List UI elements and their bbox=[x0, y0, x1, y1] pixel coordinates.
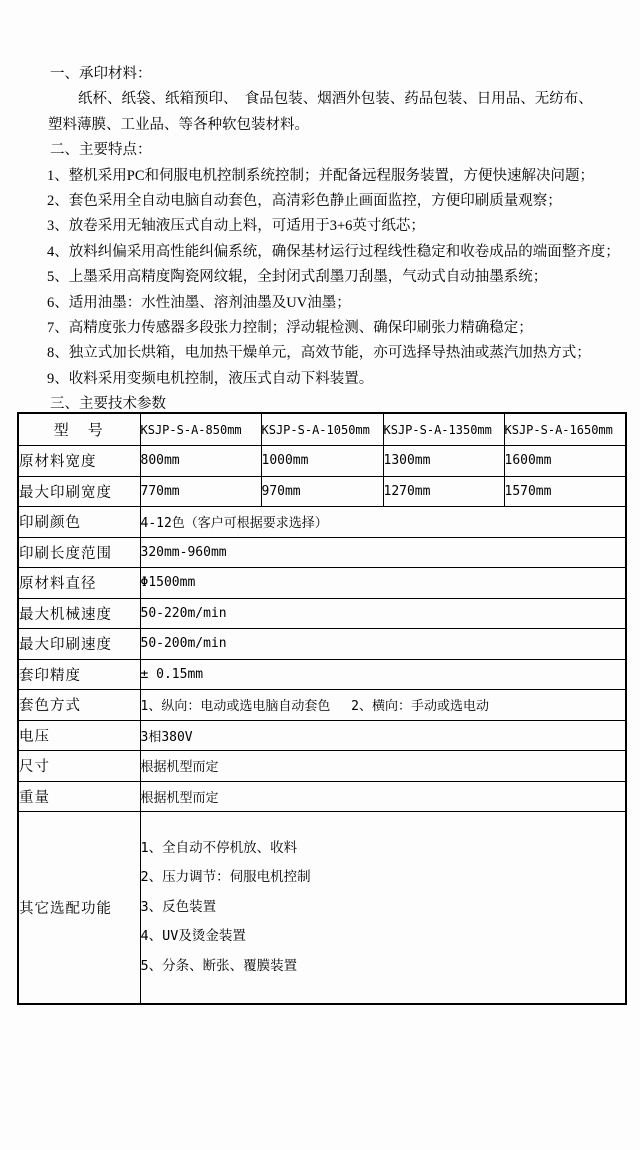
table-row bbox=[18, 446, 626, 477]
model-name-cell: KSJP-S-A-850mm bbox=[140, 413, 261, 446]
table-row-options bbox=[18, 812, 626, 1005]
table-row bbox=[18, 781, 626, 812]
spec-table bbox=[17, 412, 627, 1005]
document-text bbox=[0, 62, 640, 417]
feature-item: 6、适用油墨：水性油墨、溶剂油墨及UV油墨； bbox=[47, 294, 351, 311]
spec-value-cell: 970mm bbox=[261, 476, 383, 507]
feature-item: 4、放料纠偏采用高性能纠偏系统，确保基材运行过程线性稳定和收卷成品的端面整齐度； bbox=[47, 243, 620, 260]
table-row bbox=[18, 659, 626, 690]
option-line: 1、全自动不停机放、收料 bbox=[140, 839, 298, 856]
section1-heading: 一、承印材料： bbox=[50, 66, 152, 82]
table-header-row bbox=[18, 413, 626, 446]
feature-item: 1、整机采用PC和伺服电机控制系统控制；并配备远程服务装置，方便快速解决问题； bbox=[47, 167, 594, 184]
model-name-cell: KSJP-S-A-1050mm bbox=[261, 413, 383, 446]
section3-heading: 三、主要技术参数 bbox=[50, 396, 166, 413]
spec-value-cell: 50-220m/min bbox=[140, 598, 626, 629]
spec-value-cell: 1300mm bbox=[383, 446, 504, 477]
spec-value-cell: 根据机型而定 bbox=[140, 751, 626, 782]
table-row bbox=[18, 690, 626, 721]
spec-label-cell: 套印精度 bbox=[18, 659, 140, 690]
table-row bbox=[18, 507, 626, 538]
section1-paragraph-line2: 塑料薄膜、工业品、等各种软包装材料。 bbox=[48, 116, 309, 133]
section2-heading: 二、主要特点： bbox=[50, 142, 152, 159]
table-row bbox=[18, 751, 626, 782]
spec-value-cell: 770mm bbox=[140, 476, 261, 507]
table-row bbox=[18, 568, 626, 599]
spec-value-cell: 320mm-960mm bbox=[140, 537, 626, 568]
spec-value-cell: 根据机型而定 bbox=[140, 781, 626, 812]
table-row bbox=[18, 598, 626, 629]
feature-item: 3、放卷采用无轴液压式自动上料，可适用于3+6英寸纸芯； bbox=[47, 218, 425, 235]
feature-item: 7、高精度张力传感器多段张力控制；浮动辊检测、确保印刷张力精确稳定； bbox=[47, 319, 533, 336]
option-line: 5、分条、断张、覆膜装置 bbox=[140, 957, 298, 974]
table-row bbox=[18, 629, 626, 660]
spec-value-cell: 4-12色（客户可根据要求选择） bbox=[140, 507, 626, 538]
model-name-cell: KSJP-S-A-1650mm bbox=[504, 413, 626, 446]
spec-value-cell: 1600mm bbox=[504, 446, 626, 477]
spec-label-cell: 电压 bbox=[18, 720, 140, 751]
spec-label-cell: 最大印刷速度 bbox=[18, 629, 140, 660]
feature-item: 2、套色采用全自动电脑自动套色，高清彩色静止画面监控，方便印刷质量观察； bbox=[47, 192, 562, 209]
option-line: 4、UV及烫金装置 bbox=[140, 928, 246, 945]
spec-value-cell: 3相380V bbox=[140, 720, 626, 751]
spec-label-cell: 重量 bbox=[18, 781, 140, 812]
spec-value-cell: 50-200m/min bbox=[140, 629, 626, 660]
spec-label-cell: 原材料宽度 bbox=[18, 446, 140, 477]
spec-label-cell: 尺寸 bbox=[18, 751, 140, 782]
spec-value-cell: 1570mm bbox=[504, 476, 626, 507]
section1-paragraph-line1: 纸杯、纸袋、纸箱预印、 食品包装、烟酒外包装、药品包装、日用品、无纺布、 bbox=[78, 91, 593, 108]
option-line: 2、压力调节：伺服电机控制 bbox=[140, 869, 311, 886]
spec-label-cell: 套色方式 bbox=[18, 690, 140, 721]
model-header-cell: 型 号 bbox=[18, 413, 140, 446]
spec-label-cell: 最大印刷宽度 bbox=[18, 476, 140, 507]
model-name-cell: KSJP-S-A-1350mm bbox=[383, 413, 504, 446]
feature-item: 5、上墨采用高精度陶瓷网纹辊，全封闭式刮墨刀刮墨，气动式自动抽墨系统； bbox=[47, 269, 548, 286]
spec-label-cell: 最大机械速度 bbox=[18, 598, 140, 629]
spec-value-cell: Φ1500mm bbox=[140, 568, 626, 599]
spec-value-cell: ± 0.15mm bbox=[140, 659, 626, 690]
spec-value-cell: 1、纵向：电动或选电脑自动套色 2、横向：手动或选电动 bbox=[140, 690, 626, 721]
spec-options-cell bbox=[140, 812, 626, 1005]
spec-label-cell: 其它选配功能 bbox=[18, 812, 140, 1005]
spec-label-cell: 原材料直径 bbox=[18, 568, 140, 599]
feature-item: 8、独立式加长烘箱，电加热干燥单元，高效节能，亦可选择导热油或蒸汽加热方式； bbox=[47, 345, 591, 362]
spec-value-cell: 800mm bbox=[140, 446, 261, 477]
spec-label-cell: 印刷颜色 bbox=[18, 507, 140, 538]
table-row bbox=[18, 537, 626, 568]
spec-label-cell: 印刷长度范围 bbox=[18, 537, 140, 568]
spec-value-cell: 1270mm bbox=[383, 476, 504, 507]
option-line: 3、反色装置 bbox=[140, 898, 217, 915]
table-row bbox=[18, 476, 626, 507]
spec-value-cell: 1000mm bbox=[261, 446, 383, 477]
table-row bbox=[18, 720, 626, 751]
feature-item: 9、收料采用变频电机控制，液压式自动下料装置。 bbox=[47, 370, 374, 387]
